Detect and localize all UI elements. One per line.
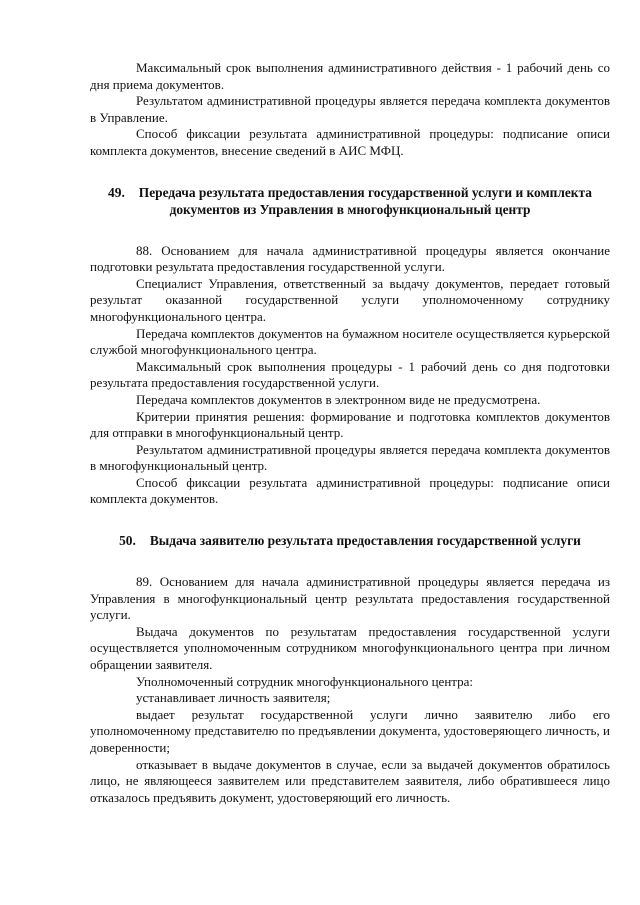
paragraph: Результатом административной процедуры является передача комплекта документов в многофункциональный центр. — [90, 441, 610, 474]
paragraph: Передача комплектов документов в электронном виде не предусмотрена. — [136, 391, 541, 407]
paragraph: Критерии принятия решения: формирование и подготовка комплектов документов для отправки в многофункциональный центр. — [90, 408, 610, 441]
paragraph: Максимальный срок выполнения административного действия - 1 рабочий день со дня приема документов. — [90, 60, 610, 92]
paragraph: Выдача документов по результатам предоставления государственной услуги осуществляется уполномоченным сотрудником многофункционального центра при личном обращении заявителя. — [90, 623, 610, 673]
paragraph: Результатом административной процедуры является передача комплекта документов в Управление. — [90, 93, 610, 125]
paragraph: отказывает в выдаче документов в случае, если за выдачей документов обратилось лицо, не являющееся заявителем или представителем заявителя, либо обратившееся лицо отказалось предъявить документ, удостоверяющий его личность. — [90, 756, 610, 805]
section-number: 50. — [119, 533, 136, 549]
section-number: 49. — [108, 184, 125, 200]
section-heading — [90, 532, 610, 549]
section-heading — [90, 184, 610, 218]
paragraph: Уполномоченный сотрудник многофункционального центра: — [136, 673, 473, 689]
paragraph: Максимальный срок выполнения процедуры - 1 рабочий день со дня подготовки результата предоставления государственной услуги. — [90, 358, 610, 391]
paragraph: Способ фиксации результата административной процедуры: подписание описи комплекта документов, внесение сведений в АИС МФЦ. — [90, 126, 610, 158]
section-title: Выдача заявителю результата предоставления государственной услуги — [149, 533, 581, 549]
paragraph: 89. Основанием для начала административной процедуры является передача из Управления в многофункциональный центр результата предоставления государственной услуги. — [90, 574, 610, 623]
paragraph: устанавливает личность заявителя; — [136, 690, 331, 706]
paragraph: Передача комплектов документов на бумажном носителе осуществляется курьерской службой многофункционального центра. — [90, 325, 610, 358]
paragraph: Специалист Управления, ответственный за выдачу документов, передает готовый результат оказанной государственной услуги уполномоченному сотруднику многофункционального центра. — [90, 275, 610, 324]
document-page — [90, 60, 610, 806]
paragraph: 88. Основанием для начала административной процедуры является окончание подготовки результата предоставления государственной услуги. — [90, 242, 610, 275]
paragraph: выдает результат государственной услуги лично заявителю либо его уполномоченному представителю по предъявлении документа, удостоверяющего личность, и доверенности; — [90, 706, 610, 755]
section-title: Передача результата предоставления государственной услуги и комплекта документов из Управления в многофункциональный центр — [138, 184, 592, 217]
paragraph: Способ фиксации результата административной процедуры: подписание описи комплекта документов. — [90, 474, 610, 507]
